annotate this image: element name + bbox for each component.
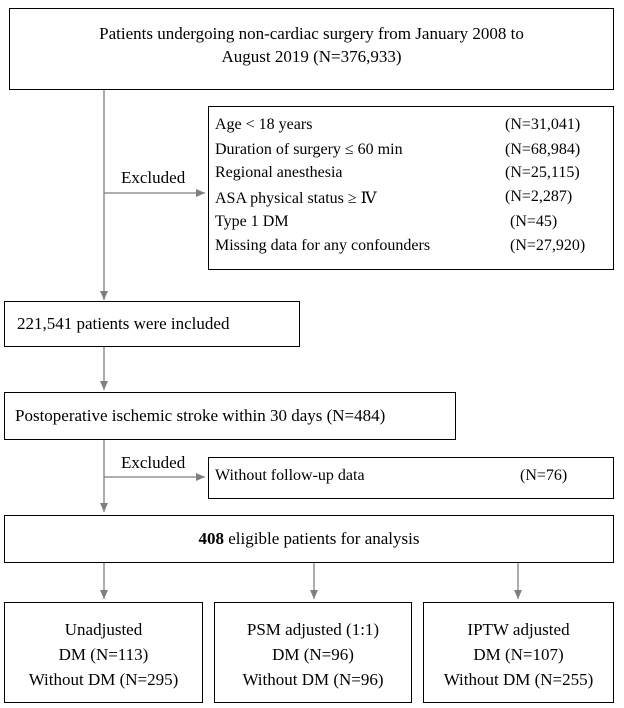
psm-group-box bbox=[214, 602, 412, 703]
exclusion-count: (N=76) bbox=[520, 467, 568, 484]
exclusion-label: Regional anesthesia bbox=[215, 164, 343, 181]
source-population-line1: Patients undergoing non-cardiac surgery from January 2008 to bbox=[99, 24, 524, 43]
included-patients-text: 221,541 patients were included bbox=[17, 314, 230, 333]
eligible-count: 408 bbox=[198, 529, 225, 548]
excluded-label: Excluded bbox=[121, 453, 186, 472]
exclusion-count: (N=25,115) bbox=[505, 164, 580, 181]
group-without-dm-count: Without DM (N=96) bbox=[242, 670, 384, 689]
exclusion-count: (N=45) bbox=[510, 213, 558, 230]
exclusion-row bbox=[215, 237, 607, 259]
exclusion-row bbox=[215, 116, 607, 138]
exclusion-criteria-box bbox=[208, 106, 614, 270]
unadjusted-group-box bbox=[4, 602, 203, 703]
followup-exclusion-box bbox=[208, 457, 614, 499]
group-without-dm-count: Without DM (N=255) bbox=[443, 670, 594, 689]
eligible-patients-text bbox=[5, 528, 613, 550]
group-dm-count: DM (N=113) bbox=[58, 645, 149, 664]
exclusion-row bbox=[215, 164, 607, 186]
exclusion-row bbox=[215, 141, 607, 163]
exclusion-label: Duration of surgery ≤ 60 min bbox=[215, 141, 403, 158]
eligible-label: eligible patients for analysis bbox=[224, 529, 420, 548]
exclusion-label: Without follow-up data bbox=[215, 467, 365, 484]
stroke-outcome-text: Postoperative ischemic stroke within 30 days (N=484) bbox=[15, 406, 386, 425]
source-population-box bbox=[9, 8, 614, 90]
group-without-dm-count: Without DM (N=295) bbox=[28, 670, 179, 689]
exclusion-count: (N=68,984) bbox=[505, 141, 581, 158]
group-title: IPTW adjusted bbox=[467, 620, 570, 639]
exclusion-count: (N=2,287) bbox=[505, 188, 573, 205]
exclusion-count: (N=31,041) bbox=[505, 116, 581, 133]
group-dm-count: DM (N=96) bbox=[272, 645, 354, 664]
source-population-line2: August 2019 (N=376,933) bbox=[221, 47, 402, 66]
exclusion-row bbox=[215, 213, 607, 235]
exclusion-label: Age < 18 years bbox=[215, 116, 313, 133]
group-dm-count: DM (N=107) bbox=[473, 645, 564, 664]
exclusion-label: Missing data for any confounders bbox=[215, 237, 431, 254]
eligible-patients-box bbox=[4, 515, 614, 563]
exclusion-label: ASA physical status ≥ Ⅳ bbox=[215, 190, 377, 207]
exclusion-row bbox=[215, 467, 607, 489]
stroke-outcome-box bbox=[4, 392, 456, 440]
iptw-group-box bbox=[423, 602, 614, 703]
exclusion-count: (N=27,920) bbox=[510, 237, 586, 254]
exclusion-label: Type 1 DM bbox=[215, 213, 289, 230]
group-title: PSM adjusted (1:1) bbox=[246, 620, 380, 639]
excluded-label: Excluded bbox=[121, 168, 186, 187]
exclusion-row bbox=[215, 188, 607, 210]
included-patients-box bbox=[4, 301, 300, 347]
group-title: Unadjusted bbox=[64, 620, 143, 639]
